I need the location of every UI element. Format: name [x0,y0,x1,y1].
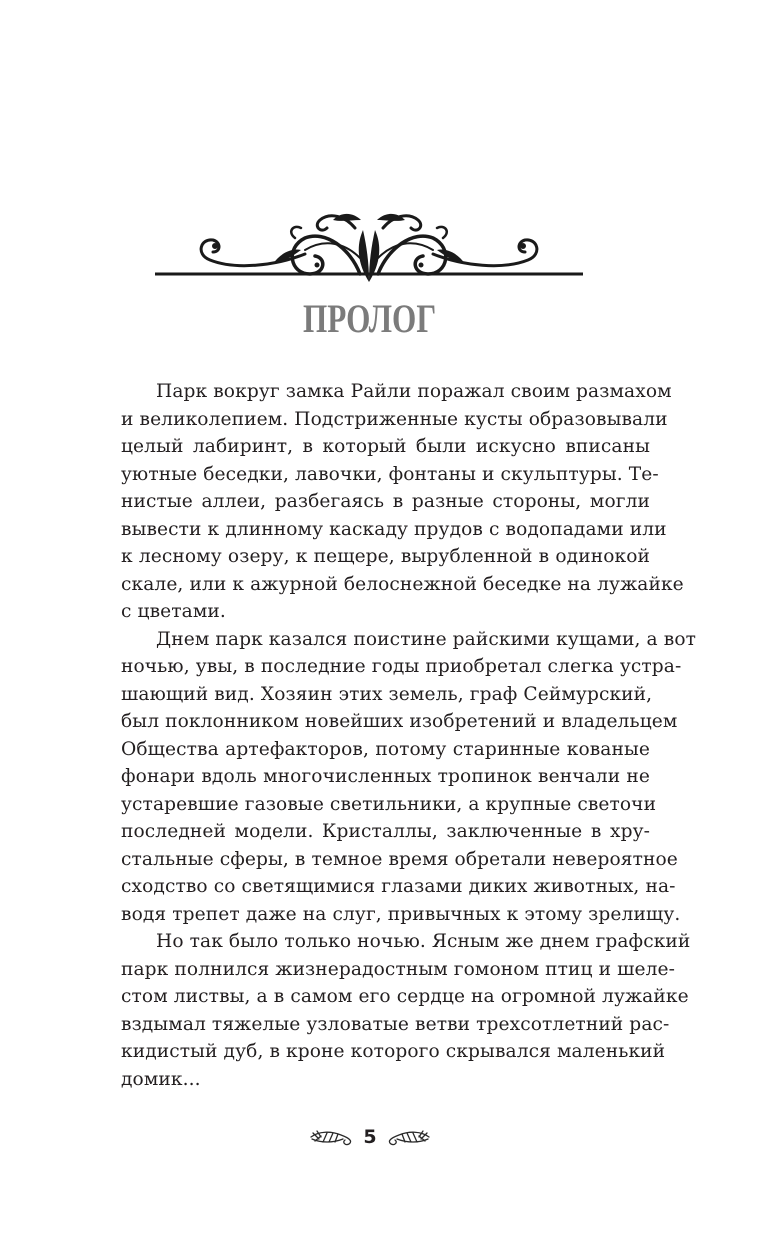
text-line: к лесному озеру, к пещере, вырубленной в одинокой [121,546,650,567]
page-number: 5 [363,1126,377,1148]
text-line: с цветами. [121,601,226,622]
paragraph-2 [86,626,697,929]
text-line: сходство со светящимися глазами диких животных, на- [121,876,676,897]
paragraph-3 [86,928,691,1093]
text-line: уютные беседки, лавочки, фонтаны и скульптуры. Те- [121,463,659,485]
page-folio [0,1125,740,1149]
text-line: стом листвы, а в самом его сердце на огромной лужайке [121,986,689,1007]
text-line: Общества артефакторов, потому старинные кованые [121,738,650,760]
text-line: устаревшие газовые светильники, а крупные светочи [121,793,657,815]
text-line: Днем парк казался поистине райскими кущами, а вот [156,628,697,650]
paragraph-1 [86,378,684,626]
text-line: и великолепием. Подстриженные кусты образовывали [121,408,668,430]
text-line: последней модели. Кристаллы, заключенные в хру- [121,821,650,842]
leaf-flourish-icon [309,1127,357,1147]
text-line: скале, или к ажурной белоснежной беседке на лужайке [121,573,684,595]
text-line: кидистый дуб, в кроне которого скрывался маленький [121,1041,666,1062]
text-line: нистые аллеи, разбегаясь в разные стороны, могли [121,491,650,512]
text-line: вздымал тяжелые узловатые ветви трехсотлетний рас- [121,1013,670,1035]
flourish-divider-icon [155,208,583,284]
text-line: целый лабиринт, в который были искусно вписаны [121,436,650,457]
text-line: водя трепет даже на слуг, привычных к этому зрелищу. [121,903,681,925]
text-line: вывести к длинному каскаду прудов с водопадами или [121,518,667,540]
text-line: парк полнился жизнерадостным гомоном птиц и шеле- [121,958,675,980]
text-line: фонари вдоль многочисленных тропинок венчали не [121,766,650,787]
text-line: ночью, увы, в последние годы приобретал слегка устра- [121,656,682,677]
text-line: стальные сферы, в темное время обретали невероятное [121,848,678,870]
text-line: был поклонником новейших изобретений и владельцем [121,711,678,732]
chapter-title: ПРОЛОГ [302,296,437,341]
text-line: Парк вокруг замка Райли поражал своим размахом [156,381,672,402]
body-text [86,378,697,1093]
leaf-flourish-icon [383,1127,431,1147]
text-line: домик... [121,1068,201,1090]
text-line: Но так было только ночью. Ясным же днем графский [156,931,691,952]
text-line: шающий вид. Хозяин этих земель, граф Сеймурский, [121,683,653,705]
